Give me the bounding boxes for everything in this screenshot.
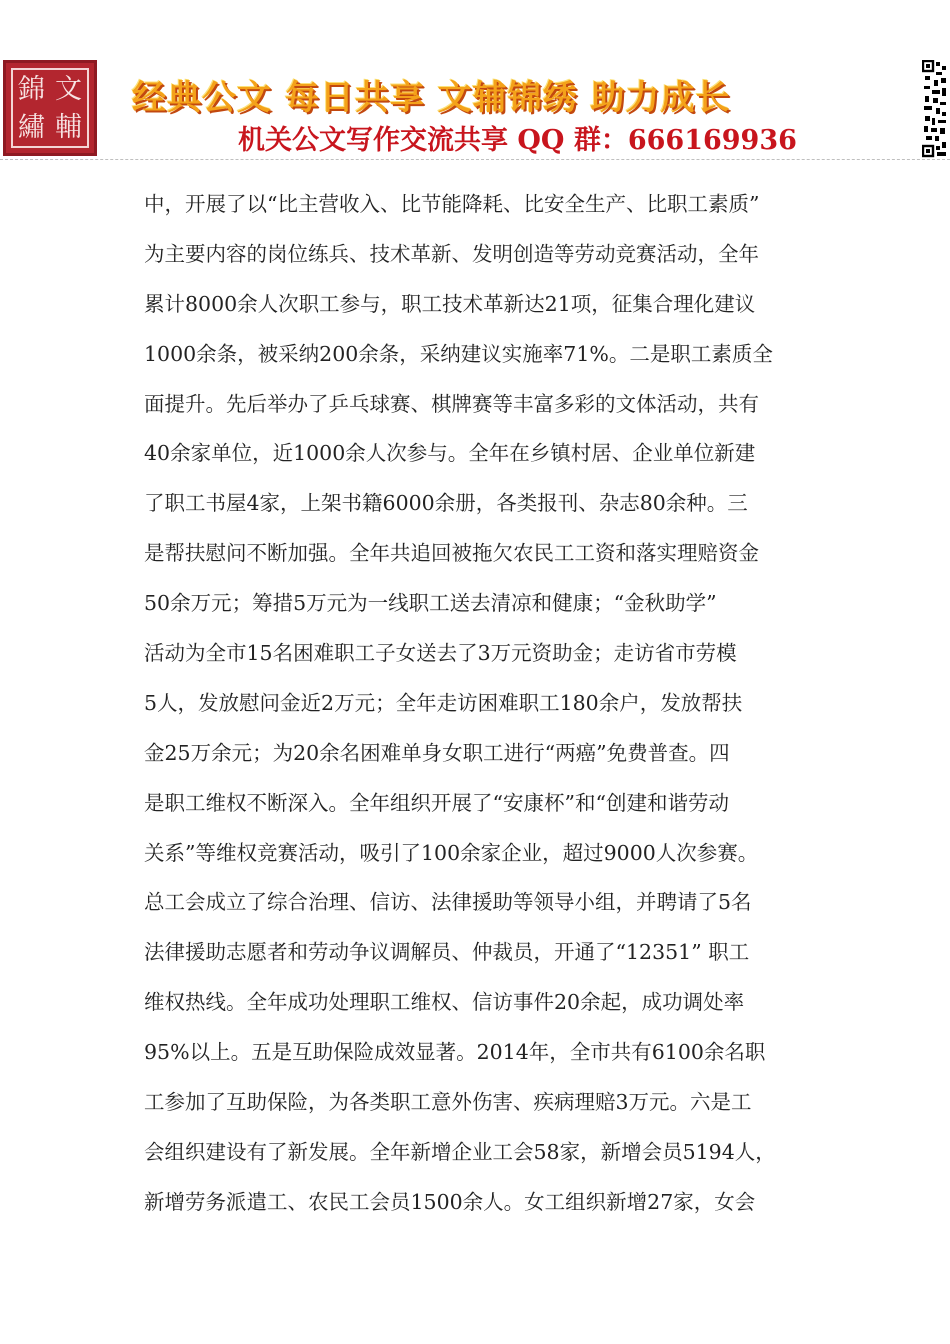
page-header — [0, 0, 950, 160]
document-body — [144, 184, 834, 1232]
header-divider — [0, 159, 950, 160]
text-line: 是职工维权不断深入。全年组织开展了“安康杯”和“创建和谐劳动 — [144, 790, 729, 815]
text-line: 工参加了互助保险，为各类职工意外伤害、疾病理赔3万元。六是工 — [144, 1090, 752, 1115]
text-line: 总工会成立了综合治理、信访、法律援助等领导小组，并聘请了5名 — [144, 890, 752, 915]
seal-char: 文 — [55, 73, 82, 105]
text-line: 中，开展了以“比主营收入、比节能降耗、比安全生产、比职工素质” — [144, 192, 760, 216]
text-line: 维权热线。全年成功处理职工维权、信访事件20余起，成功调处率 — [144, 990, 745, 1015]
text-line: 是帮扶慰问不断加强。全年共追回被拖欠农民工工资和落实理赔资金 — [144, 541, 759, 566]
seal-logo — [3, 60, 97, 156]
text-line: 面提升。先后举办了乒乓球赛、棋牌赛等丰富多彩的文体活动，共有 — [144, 391, 759, 416]
text-line: 1000余条，被采纳200余条，采纳建议实施率71%。二是职工素质全 — [144, 341, 773, 366]
text-line: 累计8000余人次职工参与，职工技术革新达21项，征集合理化建议 — [144, 291, 756, 316]
text-line: 新增劳务派遣工、农民工会员1500余人。女工组织新增27家，女会 — [144, 1189, 756, 1214]
text-line: 5人，发放慰问金近2万元；全年走访困难职工180余户，发放帮扶 — [144, 690, 743, 715]
seal-char: 錦 — [18, 73, 45, 105]
text-line: 法律援助志愿者和劳动争议调解员、仲裁员，开通了“12351” 职工 — [144, 940, 750, 965]
header-slogan: 经典公文 每日共享 文辅锦绣 助力成长 — [132, 78, 731, 118]
seal-char: 繡 — [18, 111, 45, 143]
text-line: 50余万元；筹措5万元为一线职工送去清凉和健康；“金秋助学” — [144, 591, 717, 616]
qq-group-line: 机关公文写作交流共享 QQ 群：666169936 — [238, 125, 797, 156]
text-line: 活动为全市15名困难职工子女送去了3万元资助金；走访省市劳模 — [144, 641, 737, 666]
text-line: 40余家单位，近1000余人次参与。全年在乡镇村居、企业单位新建 — [144, 441, 756, 466]
text-line: 了职工书屋4家，上架书籍6000余册，各类报刊、杂志80余种。三 — [144, 491, 748, 516]
seal-inner — [11, 68, 89, 148]
text-line: 会组织建设有了新发展。全年新增企业工会58家，新增会员5194人， — [144, 1139, 776, 1164]
text-line: 关系”等维权竞赛活动，吸引了100余家企业，超过9000人次参赛。 — [144, 840, 759, 865]
text-line: 95%以上。五是互助保险成效显著。2014年，全市共有6100余名职 — [144, 1040, 766, 1065]
text-line: 金25万余元；为20余名困难单身女职工进行“两癌”免费普查。四 — [144, 740, 730, 765]
text-line: 为主要内容的岗位练兵、技术革新、发明创造等劳动竞赛活动，全年 — [144, 241, 759, 266]
seal-char: 輔 — [55, 111, 82, 143]
qr-code-icon — [922, 60, 948, 158]
